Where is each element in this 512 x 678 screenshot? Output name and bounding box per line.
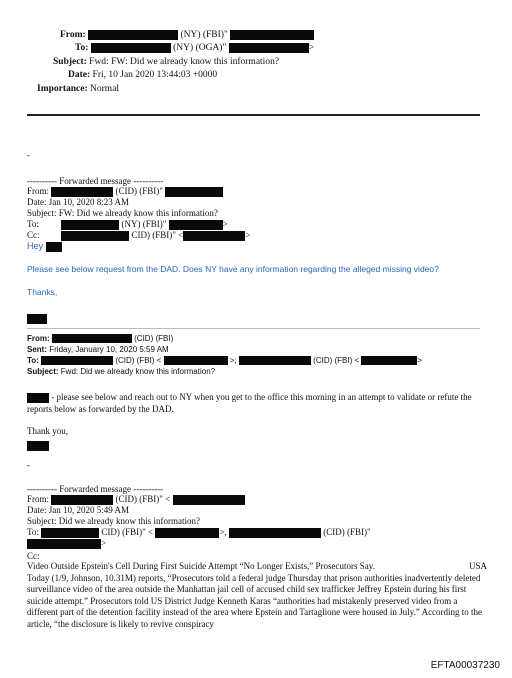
header-importance-value: Normal [90,84,120,94]
signature-redaction [27,437,49,455]
article-title-row [27,561,487,573]
header-from-row [60,29,314,42]
subject-value: Fwd: Did we already know this information? [60,367,216,376]
sent-label: Sent: [27,345,47,354]
to-sep: >; [229,356,237,365]
redaction-block [169,220,223,230]
redaction-block [61,231,129,241]
redaction-block [52,334,132,343]
redaction-block [239,356,311,365]
inner-sent-row [27,345,169,354]
forward2-cc: Cc: [27,551,40,561]
redaction-block [46,242,62,252]
header-divider [27,114,480,116]
from-suffix: (CID) (FBI)" [115,186,163,196]
inner-body [27,391,487,415]
to-mid: CID) (FBI)" < [101,527,154,537]
header-to-suffix: (NY) (OGA)" [173,43,227,53]
redaction-block [229,43,309,53]
from-suffix: (CID) (FBI) [134,334,174,343]
header-date-row [68,69,217,82]
cc-label: Cc: [27,230,40,240]
header-from-label: From: [60,30,86,40]
to-mid: (CID) (FBI) < [115,356,162,365]
redaction-block [27,393,49,403]
cc-suffix: CID) (FBI)" [131,230,176,240]
redaction-block [51,495,113,505]
article-body: Today (1/9, Johnson, 10.31M) reports, “Prosecutors told a federal judge Thursday that prison authorities inadvertently deleted surveillance video of the area outside the Manhattan jail cell of accused child sex trafficker Jeffrey Epstein during his first suicide attempt.” Prosecutors told US District Judge Kenneth Karas “authorities had mistakenly preserved video from a different part of the detention facility instead of the area where Epstein and Tartaglione were housed in July.” According to the article, “the disclosure is likely to revive conspiracy [27,572,483,629]
forward2-to-row: To: CID) (FBI)" < >, (CID) (FBI)" [27,527,371,537]
article-source: USA [468,561,487,571]
to-mid2: (CID) (FBI)" [323,527,371,537]
to-label: To: [27,356,39,365]
forward1-cc-row: Cc: CID) (FBI)" < > [27,230,251,240]
inner-subject-row [27,367,215,376]
redaction-block [88,30,178,40]
redaction-block [91,43,171,53]
redaction-block [164,356,228,365]
header-date-label: Date: [68,70,91,80]
forward2-to-continued: > [27,538,106,550]
redaction-block [173,495,245,505]
redaction-block [41,528,99,538]
forward1-body: Please see below request from the DAD. Does NY have any information regarding the alleged missing video? [27,264,439,274]
redaction-block [229,528,321,538]
header-date-value: Fri, 10 Jan 2020 13:44:03 +0000 [92,70,218,80]
forward1-subject: Subject: FW: Did we already know this information? [27,208,218,218]
dash-separator: - [27,150,30,160]
redaction-block [361,356,417,365]
header-subject-row [53,56,279,69]
article-title: Video Outside Epstein's Cell During First Suicide Attempt “No Longer Exists,” Prosecutors Say. [27,561,375,571]
inner-to-row: To: (CID) (FBI) < >; (CID) (FBI) < > [27,356,423,365]
forward2-subject: Subject: Did we already know this information? [27,516,200,526]
redaction-block [27,314,47,324]
to-suffix: (NY) (FBI)" [121,219,167,229]
to-label: To: [27,527,39,537]
from-label: From: [27,186,50,196]
redaction-block [155,528,219,538]
forward1-greeting-row [27,241,62,253]
to-mid2: (CID) (FBI) < [313,356,360,365]
forward1-to-row: To: (NY) (FBI)" > [27,219,228,229]
forward2-from-row [27,494,245,506]
redaction-block [27,441,49,451]
dash-separator: - [27,460,30,470]
sent-value: Friday, January 10, 2020 5:59 AM [49,345,169,354]
header-to-row: To: (NY) (OGA)" > [75,43,315,53]
outlook-divider [27,328,480,329]
inner-body-text: - please see below and reach out to NY when you get to the office this morning in an attempt to validate or refute the reports below as forwarded by the DAD. [27,392,472,414]
header-importance-row [37,83,119,96]
from-suffix: (CID) (FBI)" < [115,494,171,504]
inner-from-row [27,334,173,343]
header-subject-label: Subject: [53,57,87,67]
header-importance-label: Importance: [37,84,88,94]
redaction-block [183,231,245,241]
header-from-suffix: (NY) (FBI)" [180,30,228,40]
forward-banner: ---------- Forwarded message ---------- [27,176,164,186]
header-to-label: To: [75,43,89,53]
subject-label: Subject: [27,367,59,376]
from-label: From: [27,494,50,504]
signature-redaction [27,310,47,328]
forward-banner: ---------- Forwarded message ---------- [27,484,164,494]
document-id: EFTA00037230 [430,660,500,671]
forward1-thanks: Thanks, [27,287,58,297]
to-label: To: [27,219,39,229]
redaction-block [61,220,119,230]
redaction-block [27,539,101,549]
redaction-block [230,30,314,40]
forward2-date: Date: Jan 10, 2020 5:49 AM [27,505,129,515]
article-excerpt [27,561,487,630]
greeting: Hey [27,241,44,251]
header-subject-value: Fwd: FW: Did we already know this information? [89,57,280,67]
forward1-from-row [27,186,223,198]
forward1-date: Date: Jan 10, 2020 8:23 AM [27,197,129,207]
redaction-block [165,187,223,197]
inner-thank-you: Thank you, [27,426,68,436]
redaction-block [41,356,113,365]
redaction-block [51,187,113,197]
from-label: From: [27,334,50,343]
